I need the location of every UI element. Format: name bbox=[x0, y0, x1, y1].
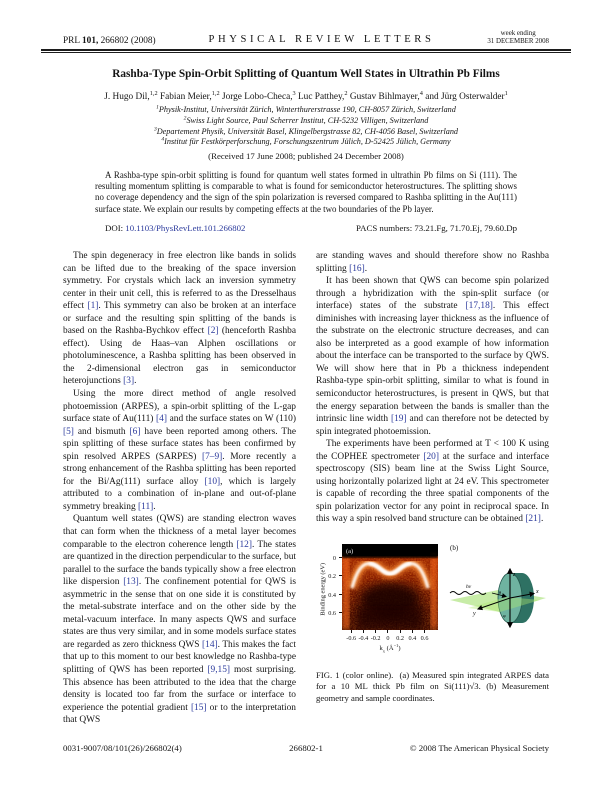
citation-ref[interactable]: [16] bbox=[349, 263, 365, 274]
page-footer bbox=[63, 743, 549, 753]
x-axis-text: x bbox=[536, 589, 539, 595]
y-tick-label: 0.6 bbox=[328, 610, 336, 618]
issn-code: 0031-9007/08/101(26)/266802(4) bbox=[63, 743, 182, 753]
geometry-diagram bbox=[448, 546, 552, 654]
x-tick-label: 0 bbox=[386, 635, 390, 642]
y-axis-text: y bbox=[473, 611, 476, 617]
header-rule bbox=[41, 49, 571, 53]
citation-ref[interactable]: [14] bbox=[202, 639, 218, 650]
panel-b bbox=[448, 542, 552, 654]
phi-label: φ bbox=[503, 613, 506, 618]
body-paragraph: are standing waves and should therefore show no Rashba splitting [16]. bbox=[316, 250, 549, 274]
panel-a-label: (a) bbox=[346, 548, 354, 555]
left-column bbox=[63, 250, 296, 727]
body-paragraph: Quantum well states (QWS) are standing electron waves that can form when the thickness of a metal layer becomes comparable to the electron coherence length [12]. The states are quantized in the direction perpendicular to the surface, but parallel to the surface the bands typically show a free electron like dispersion [13]. The confinement potential for QWS is asymmetric in the sense that on one side it is constituted by the metal-substrate interface and on the other side by the metal-vacuum interface. In many aspects QWS and surface states are thus very similar, and in some models surface states are regarded as zero thickness QWS [14]. This makes the fact that up to this moment to our best knowledge no Rashba-type splitting of QWS has been reported [9,15] most surprising. This absence has been attributed to the idea that the charge density is located too far from the surface or interface to experience the potential gradient [15] or to the interpretation that QWS bbox=[63, 514, 297, 726]
journal-name: PHYSICAL REVIEW LETTERS bbox=[208, 34, 435, 46]
doi-entry bbox=[105, 223, 245, 233]
citation-ref[interactable]: [11] bbox=[137, 501, 154, 512]
citation-ref[interactable]: [13] bbox=[123, 577, 139, 588]
affiliation-line: $^1$Physik-Institut, Universität Zürich, Winterthurerstrasse 190, CH-8057 Zürich, Switzerland bbox=[156, 104, 456, 115]
week-ending-label: week ending bbox=[500, 30, 536, 37]
page-header bbox=[63, 30, 549, 46]
page-number: 266802-1 bbox=[289, 743, 323, 753]
citation-ref[interactable]: [3] bbox=[123, 376, 135, 387]
figure-1 bbox=[316, 542, 549, 704]
citation-ref[interactable]: [12] bbox=[236, 539, 252, 550]
y-tick-label: 0.2 bbox=[328, 573, 336, 581]
y-tick-mark bbox=[339, 575, 342, 576]
citation-ref[interactable]: [9,15] bbox=[207, 665, 231, 676]
doi-link[interactable]: 10.1103/PhysRevLett.101.266802 bbox=[125, 222, 246, 233]
y-tick-label: 0.4 bbox=[328, 591, 336, 599]
body-columns bbox=[63, 250, 549, 727]
x-tick-label: -0.4 bbox=[358, 635, 369, 642]
received-line: (Received 17 June 2008; published 24 December 2008) bbox=[208, 150, 404, 161]
x-axis-label: $k_x$ $(Å^{-1})$ bbox=[379, 642, 401, 654]
figure-caption-tag: FIG. 1 (color online). bbox=[316, 670, 394, 680]
photon-wave bbox=[450, 592, 486, 595]
author-line: J. Hugo Dil,$^{1,2}$ Fabian Meier,$^{1,2}$ Jorge Lobo-Checa,$^3$ Luc Patthey,$^2$ Gustav Bihlmayer,$^4$ and Jürg Osterwalder$^1$ bbox=[104, 90, 508, 103]
panel-a bbox=[316, 542, 444, 662]
paper-title: Rashba-Type Spin-Orbit Splitting of Quantum Well States in Ultrathin Pb Films bbox=[112, 68, 500, 81]
issue-date-value: 31 DECEMBER 2008 bbox=[487, 38, 549, 46]
issue-date bbox=[487, 30, 549, 46]
journal-reference: PRL 101, 266802 (2008) bbox=[63, 36, 156, 47]
figure-caption bbox=[316, 670, 549, 704]
citation-ref[interactable]: [20] bbox=[423, 451, 439, 462]
doi-pacs-row bbox=[105, 223, 517, 233]
abstract: A Rashba-type spin-orbit splitting is found for quantum well states formed in ultrathin Pb films on Si (111). The resulting momentum splitting is comparable to what is found for semiconductor heterostructures. The splitting shows no coverage dependency and the sign of the spin polarization is reversed compared to Rashba splitting in the Au(111) surface state. We explain our results by competing effects at the two boundaries of the Pb layer. bbox=[95, 169, 517, 214]
figure-caption-text: (a) Measured spin integrated ARPES data for a 10 ML thick Pb film on Si(111)√3. (b) Measurement geometry and sample coordinates. bbox=[316, 670, 549, 703]
right-column bbox=[316, 250, 549, 727]
citation-ref[interactable]: [7–9] bbox=[201, 451, 223, 462]
z-axis-label: z bbox=[513, 572, 516, 578]
body-paragraph: It has been shown that QWS can become spin polarized through a hybridization with the spin-split surface (or interface) states of the substrate [17,18]. This effect diminishes with increasing layer thickness as the influence of the substrate on the electronic structure decreases, and can also be interpreted as a good example of how information about the interface can be transported to the surface by QWS. We will show here that in Pb a thickness independent Rashba-type spin-orbit splitting, similar to what is found in semiconductor heterostructures, is present in QWS, but that the energy separation between the bands is smaller than the intrinsic line width [19] and can therefore not be detected by spin integrated photoemission. bbox=[316, 276, 549, 437]
citation-ref[interactable]: [19] bbox=[390, 414, 407, 425]
affiliation-line: $^2$Swiss Light Source, Paul Scherrer Institut, CH-5232 Villigen, Switzerland bbox=[183, 115, 429, 125]
doi-label: DOI: bbox=[105, 222, 124, 233]
y-tick-label: 0 bbox=[332, 554, 336, 562]
y-tick-mark bbox=[339, 612, 342, 613]
pacs-numbers: PACS numbers: 73.21.Fg, 71.70.Ej, 79.60.Dp bbox=[356, 222, 517, 233]
citation-ref[interactable]: [15] bbox=[190, 702, 207, 713]
x-tick-label: -0.2 bbox=[370, 635, 381, 642]
citation-ref[interactable]: [17,18] bbox=[465, 301, 493, 312]
citation-ref[interactable]: [10] bbox=[204, 476, 221, 487]
x-tick-label: 0.2 bbox=[396, 635, 404, 642]
body-paragraph: Using the more direct method of angle resolved photoemission (ARPES), a spin-orbit splitting of the L-gap surface state of Au(111) [4] and the surface states on W (110) [5] and bismuth [6] have been reported among others. The spin splitting of these surface states has been confirmed by spin resolved ARPES (SARPES) [7–9]. More recently a strong enhancement of the Rashba splitting has been reported for the Bi/Ag(111) surface alloy [10], which is largely attributed to a combination of in-plane and out-of-plane symmetry breaking [11]. bbox=[63, 388, 296, 512]
x-tick-label: -0.6 bbox=[346, 635, 357, 642]
x-tick-label: 0.6 bbox=[420, 635, 429, 642]
body-paragraph: The experiments have been performed at T < 100 K using the COPHEE spectrometer [20] at the surface and interface spectroscopy (SIS) beam line at the Swiss Light Source, using horizontally polarized light at 24 eV. This spectrometer is capable of recording the three spatial components of the spin polarization vector for any point in reciprocal space. In this way a spin resolved band structure can be obtained [21]. bbox=[316, 439, 550, 525]
right-column-text bbox=[316, 250, 549, 526]
citation-ref[interactable]: [5] bbox=[63, 426, 74, 437]
affiliation-line: $^3$Departement Physik, Universität Basel, Klingelbergstrasse 82, CH-4056 Basel, Switzerland bbox=[153, 125, 459, 136]
citation-ref[interactable]: [2] bbox=[207, 326, 219, 337]
affiliations bbox=[63, 105, 549, 147]
copyright: © 2008 The American Physical Society bbox=[409, 743, 549, 753]
citation-ref[interactable]: [6] bbox=[129, 426, 141, 437]
panel-b-label: (b) bbox=[450, 544, 459, 552]
y-axis-label: Binding energy (eV) bbox=[319, 562, 327, 616]
theta-label: θ bbox=[499, 590, 502, 595]
affiliation-line: $^4$Institut für Festkörperforschung, Forschungszentrum Jülich, D-52425 Jülich, Germany bbox=[161, 136, 451, 147]
arpes-heatmap-image bbox=[342, 544, 438, 630]
x-tick-label: 0.4 bbox=[408, 635, 417, 642]
citation-ref[interactable]: [4] bbox=[156, 414, 167, 425]
photon-label: hν bbox=[466, 584, 472, 590]
body-paragraph: The spin degeneracy in free electron like bands in solids can be lifted due to the breaking of the space inversion symmetry. For crystals which lack an inversion symmetry center in their unit cell, this is referred to as the Dresselhaus effect [1]. This symmetry can also be broken at an interface or surface and the resulting spin splitting of the bands is based on the Rashba-Bychkov effect [2] (henceforth Rashba effect). Using de Haas–van Alphen oscillations or photoluminescence, a Rashba splitting has been observed in the 2-dimensional electron gas in semiconductor heterojunctions [3]. bbox=[63, 250, 296, 387]
y-tick-mark bbox=[339, 557, 342, 558]
citation-ref[interactable]: [21] bbox=[525, 514, 541, 525]
y-tick-mark bbox=[339, 594, 342, 595]
arpes-heatmap bbox=[342, 544, 438, 630]
citation-ref[interactable]: [1] bbox=[87, 301, 99, 312]
